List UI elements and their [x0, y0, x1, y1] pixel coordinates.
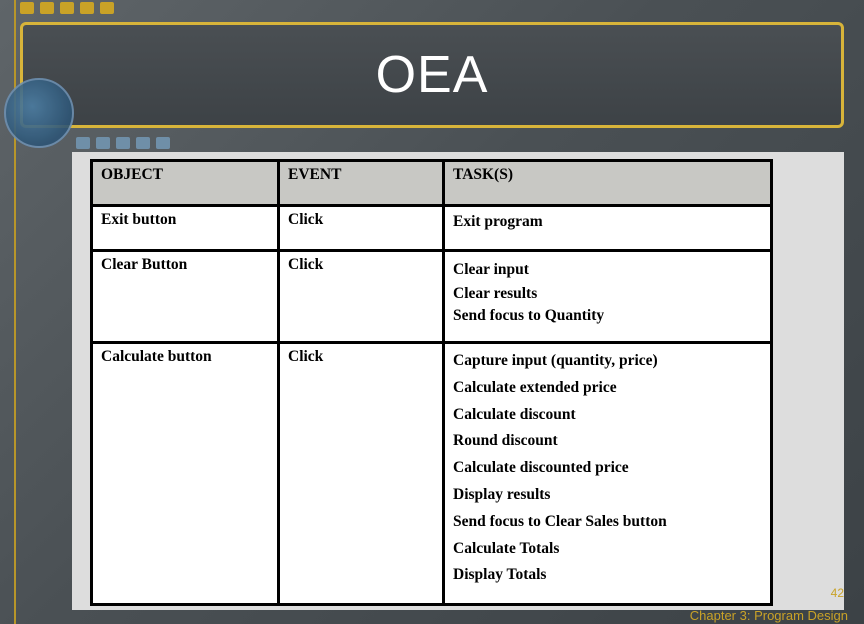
tasks-cell: [444, 343, 772, 605]
decor-square: [156, 137, 170, 149]
slide-title: OEA: [375, 46, 489, 104]
oea-table: [90, 159, 773, 606]
event-cell: Click: [279, 251, 444, 343]
object-cell: Calculate button: [92, 343, 279, 605]
decor-circle: [4, 78, 74, 148]
header-event: EVENT: [279, 161, 444, 206]
object-cell: Clear Button: [92, 251, 279, 343]
object-cell: Exit button: [92, 206, 279, 251]
task-item: Calculate Totals: [453, 539, 560, 557]
task-item: Exit program: [453, 213, 543, 230]
table-row: [92, 206, 772, 251]
decor-square: [116, 137, 130, 149]
task-item: Calculate discount: [453, 405, 576, 423]
task-item: Calculate discounted price: [453, 459, 629, 477]
tasks-cell: [444, 206, 772, 251]
decor-square: [100, 2, 114, 14]
task-item: Send focus to Clear Sales button: [453, 512, 667, 530]
task-item: Round discount: [453, 432, 558, 450]
task-item: Calculate extended price: [453, 378, 617, 396]
task-item: Display Totals: [453, 566, 547, 584]
decor-square: [40, 2, 54, 14]
task-item: Display results: [453, 485, 551, 503]
task-item: Send focus to Quantity: [453, 307, 605, 324]
task-item: Clear results: [453, 285, 538, 302]
decor-square: [136, 137, 150, 149]
task-item: Clear input: [453, 261, 529, 278]
header-object: OBJECT: [92, 161, 279, 206]
table-row: [92, 343, 772, 605]
decor-square: [96, 137, 110, 149]
decor-square: [76, 137, 90, 149]
table-row: [92, 251, 772, 343]
tasks-cell: [444, 251, 772, 343]
task-item: Capture input (quantity, price): [453, 352, 658, 369]
event-cell: Click: [279, 206, 444, 251]
table-header-row: [92, 161, 772, 206]
event-cell: Click: [279, 343, 444, 605]
footer-text: Chapter 3: Program Design: [689, 608, 848, 623]
decor-square: [20, 2, 34, 14]
title-bar: [20, 22, 844, 128]
page-number: 42: [830, 586, 844, 600]
header-tasks: TASK(S): [444, 161, 772, 206]
decor-square: [80, 2, 94, 14]
decor-square: [60, 2, 74, 14]
